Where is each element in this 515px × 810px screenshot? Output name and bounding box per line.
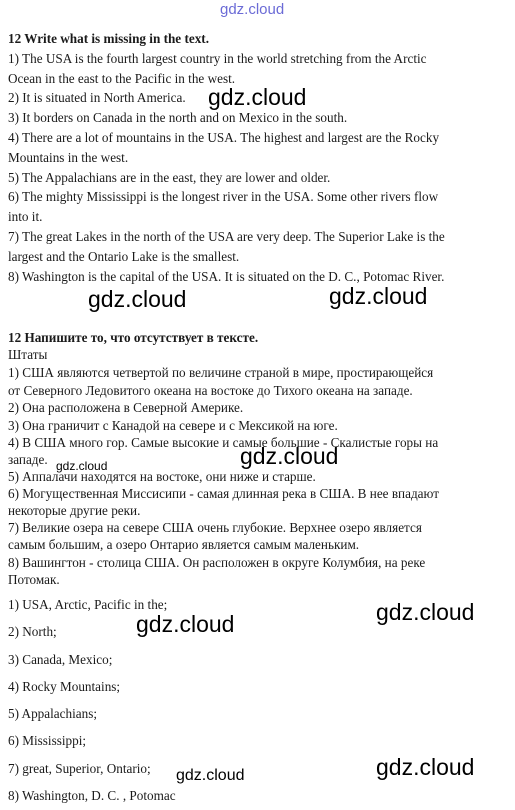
- text-line: 5) The Appalachians are in the east, they are lower and older.: [8, 170, 331, 185]
- watermark: gdz.cloud: [208, 84, 307, 110]
- watermark: gdz.cloud: [176, 767, 245, 784]
- text-line: от Северного Ледовитого океана на востоке до Тихого океана на западе.: [8, 383, 413, 398]
- text-line: into it.: [8, 209, 43, 224]
- answer-item: 1) USA, Arctic, Pacific in the;: [8, 597, 168, 612]
- answer-item: 6) Mississippi;: [8, 733, 87, 748]
- text-line: 7) Великие озера на севере США очень глубокие. Верхнее озеро является: [8, 520, 422, 535]
- watermark: gdz.cloud: [220, 1, 285, 18]
- answer-item: 2) North;: [8, 624, 57, 639]
- text-line: западе.: [8, 452, 48, 467]
- watermark: gdz.cloud: [56, 459, 108, 473]
- text-line: Штаты: [8, 347, 48, 362]
- text-line: 6) Могущественная Миссисипи - самая длинная река в США. В нее впадают: [8, 486, 439, 501]
- text-line: самым большим, а озеро Онтарио является самым маленьким.: [8, 537, 360, 552]
- watermark: gdz.cloud: [136, 611, 235, 637]
- answer-item: 8) Washington, D. C. , Potomac: [8, 788, 176, 803]
- text-line: 3) Она граничит с Канадой на севере и с Мексикой на юге.: [8, 418, 338, 433]
- answer-item: 7) great, Superior, Ontario;: [8, 761, 151, 776]
- text-line: largest and the Ontario Lake is the smallest.: [8, 249, 240, 264]
- text-line: некоторые другие реки.: [8, 503, 141, 518]
- watermark: gdz.cloud: [376, 599, 475, 625]
- answer-item: 5) Appalachians;: [8, 706, 97, 721]
- text-line: 2) Она расположена в Северной Америке.: [8, 400, 244, 415]
- text-line: 2) It is situated in North America.: [8, 90, 186, 105]
- text-line: 4) There are a lot of mountains in the USA. The highest and largest are the Rocky: [8, 130, 440, 145]
- text-line: 8) Вашингтон - столица США. Он расположен в округе Колумбия, на реке: [8, 555, 426, 570]
- watermark: gdz.cloud: [329, 283, 428, 309]
- text-line: 5) Аппалачи находятся на востоке, они ниже и старше.: [8, 469, 316, 484]
- text-line: 6) The mighty Mississippi is the longest river in the USA. Some other rivers flow: [8, 189, 439, 204]
- watermark: gdz.cloud: [240, 443, 339, 469]
- text-line: 7) The great Lakes in the north of the USA are very deep. The Superior Lake is the: [8, 229, 445, 244]
- text-line: 4) В США много гор. Самые высокие и самые большие - Скалистые горы на: [8, 435, 439, 450]
- exercise-heading-en: 12 Write what is missing in the text.: [8, 31, 209, 46]
- watermark: gdz.cloud: [88, 286, 187, 312]
- answer-item: 3) Canada, Mexico;: [8, 652, 113, 667]
- text-line: 3) It borders on Canada in the north and on Mexico in the south.: [8, 110, 348, 125]
- exercise-heading-ru: 12 Напишите то, что отсутствует в тексте.: [8, 330, 259, 345]
- text-line: Ocean in the east to the Pacific in the west.: [8, 71, 236, 86]
- text-line: 1) США являются четвертой по величине страной в мире, простирающейся: [8, 365, 434, 380]
- answer-item: 4) Rocky Mountains;: [8, 679, 121, 694]
- text-line: Mountains in the west.: [8, 150, 129, 165]
- text-line: 1) The USA is the fourth largest country in the world stretching from the Arctic: [8, 51, 427, 66]
- text-line: 8) Washington is the capital of the USA. It is situated on the D. C., Potomac River.: [8, 269, 445, 284]
- watermark: gdz.cloud: [376, 754, 475, 780]
- text-line: Потомак.: [8, 572, 60, 587]
